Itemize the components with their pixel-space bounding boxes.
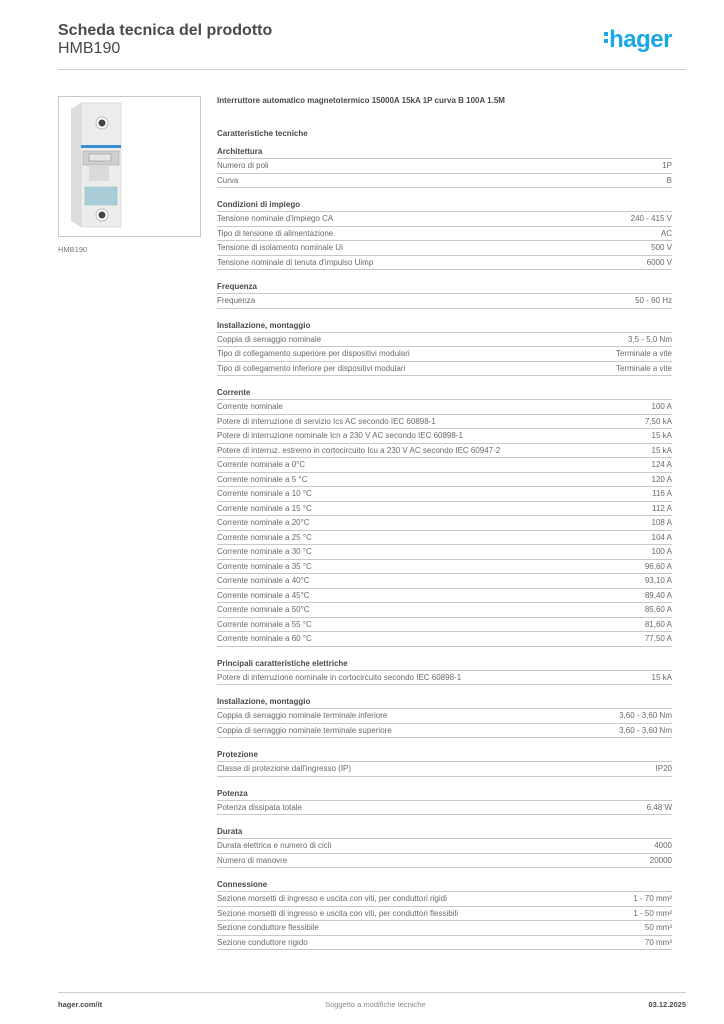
spec-label: Classe di protezione dall'ingresso (IP) bbox=[217, 764, 352, 773]
spec-value: 89,40 A bbox=[644, 590, 672, 600]
spec-content bbox=[217, 96, 672, 950]
spec-value: 15 kA bbox=[651, 445, 672, 455]
spec-value: 4000 bbox=[654, 841, 672, 850]
spec-row bbox=[217, 516, 672, 531]
spec-value: 120 A bbox=[651, 474, 672, 484]
image-caption: HMB190 bbox=[58, 245, 88, 254]
product-image bbox=[58, 96, 201, 237]
spec-row bbox=[217, 241, 672, 256]
spec-row bbox=[217, 333, 672, 348]
spec-row bbox=[217, 294, 672, 309]
spec-row bbox=[217, 907, 672, 922]
spec-row bbox=[217, 473, 672, 488]
spec-row bbox=[217, 174, 672, 189]
spec-row bbox=[217, 545, 672, 560]
spec-section bbox=[217, 146, 672, 188]
spec-row bbox=[217, 502, 672, 517]
spec-label: Corrente nominale a 30 °C bbox=[217, 547, 312, 556]
section-title: Potenza bbox=[217, 788, 672, 801]
spec-value: 70 mm² bbox=[644, 937, 672, 947]
spec-row bbox=[217, 415, 672, 430]
spec-row bbox=[217, 921, 672, 936]
spec-label: Corrente nominale a 20°C bbox=[217, 518, 310, 527]
spec-value: 104 A bbox=[651, 532, 672, 542]
spec-value: 3,60 - 3,60 Nm bbox=[619, 725, 672, 735]
spec-label: Coppia di serraggio nominale bbox=[217, 334, 322, 344]
section-title: Condizioni di impiego bbox=[217, 199, 672, 212]
spec-row bbox=[217, 671, 672, 686]
spec-row bbox=[217, 801, 672, 816]
spec-label: Corrente nominale a 15 °C bbox=[217, 503, 312, 513]
spec-label: Corrente nominale a 45°C bbox=[217, 590, 310, 600]
spec-value: 6000 V bbox=[646, 257, 672, 267]
footer-note: Soggetto a modifiche tecniche bbox=[325, 1000, 426, 1009]
spec-section bbox=[217, 387, 672, 647]
spec-value: 100 A bbox=[651, 402, 672, 411]
spec-label: Corrente nominale a 60 °C bbox=[217, 634, 312, 643]
spec-row bbox=[217, 574, 672, 589]
spec-value: 3,5 - 5,0 Nm bbox=[627, 334, 672, 344]
spec-label: Corrente nominale a 35 °C bbox=[217, 561, 312, 571]
spec-row bbox=[217, 487, 672, 502]
spec-section bbox=[217, 199, 672, 270]
spec-label: Sezione conduttore rigido bbox=[217, 937, 308, 947]
spec-row bbox=[217, 429, 672, 444]
spec-value: 50 mm² bbox=[644, 923, 672, 932]
spec-value: 124 A bbox=[651, 460, 672, 469]
spec-value: 81,60 A bbox=[644, 619, 672, 629]
spec-section bbox=[217, 281, 672, 309]
spec-value: 1 - 70 mm² bbox=[633, 894, 672, 903]
section-title: Installazione, montaggio bbox=[217, 320, 672, 333]
spec-value: Terminale a vite bbox=[615, 349, 672, 358]
spec-label: Sezione morsetti di ingresso e uscita con viti, per conduttori rigidi bbox=[217, 894, 447, 903]
spec-value: 50 - 60 Hz bbox=[635, 296, 672, 305]
spec-row bbox=[217, 347, 672, 362]
spec-section bbox=[217, 696, 672, 738]
spec-value: AC bbox=[660, 228, 672, 238]
footer-website: hager.com/it bbox=[58, 1000, 103, 1009]
spec-label: Numero di poli bbox=[217, 161, 269, 170]
spec-label: Corrente nominale a 5 °C bbox=[217, 474, 308, 484]
section-title: Corrente bbox=[217, 387, 672, 400]
spec-row bbox=[217, 444, 672, 459]
spec-value: IP20 bbox=[655, 764, 672, 773]
spec-label: Potere di interruz. estremo in cortocircuito Icu a 230 V AC secondo IEC 60947-2 bbox=[217, 445, 501, 455]
logo-text: hager bbox=[609, 26, 672, 53]
product-description: Interruttore automatico magnetotermico 15000A 15kA 1P curva B 100A 1.5M bbox=[217, 96, 505, 105]
spec-label: Sezione conduttore flessibile bbox=[217, 923, 319, 932]
spec-row bbox=[217, 936, 672, 951]
spec-label: Tipo di collegamento inferiore per dispositivi modulari bbox=[217, 363, 406, 373]
spec-sections bbox=[217, 146, 672, 950]
spec-row bbox=[217, 618, 672, 633]
product-code: HMB190 bbox=[58, 40, 121, 57]
spec-label: Potere di interruzione di servizio Ics AC secondo IEC 60898-1 bbox=[217, 416, 436, 426]
spec-row bbox=[217, 724, 672, 739]
hager-logo bbox=[604, 26, 672, 54]
spec-value: 100 A bbox=[651, 547, 672, 556]
spec-label: Corrente nominale a 50°C bbox=[217, 605, 310, 614]
spec-row bbox=[217, 560, 672, 575]
footer-date: 03.12.2025 bbox=[648, 1000, 686, 1009]
spec-label: Tensione nominale di tenuta d'impulso Uimp bbox=[217, 257, 374, 267]
spec-section bbox=[217, 658, 672, 686]
spec-value: 15 kA bbox=[651, 431, 672, 440]
spec-section bbox=[217, 879, 672, 950]
spec-label: Durata elettrica e numero di cicli bbox=[217, 841, 332, 850]
section-title: Durata bbox=[217, 826, 672, 839]
spec-value: 93,10 A bbox=[644, 576, 672, 585]
spec-label: Corrente nominale a 40°C bbox=[217, 576, 310, 585]
section-title: Installazione, montaggio bbox=[217, 696, 672, 709]
spec-value: 240 - 415 V bbox=[630, 214, 672, 223]
spec-value: 3,60 - 3,60 Nm bbox=[619, 711, 672, 720]
spec-row bbox=[217, 400, 672, 415]
spec-row bbox=[217, 709, 672, 724]
spec-value: B bbox=[666, 175, 672, 185]
spec-row bbox=[217, 212, 672, 227]
spec-value: 6,48 W bbox=[646, 802, 672, 812]
spec-row bbox=[217, 362, 672, 377]
spec-label: Potere di interruzione nominale Icn a 230 V AC secondo IEC 60898-1 bbox=[217, 431, 463, 440]
spec-value: 15 kA bbox=[651, 672, 672, 682]
section-title: Protezione bbox=[217, 749, 672, 762]
page-footer bbox=[58, 992, 686, 1009]
spec-label: Corrente nominale a 55 °C bbox=[217, 619, 312, 629]
spec-section bbox=[217, 826, 672, 868]
spec-value: 96,60 A bbox=[644, 561, 672, 571]
spec-label: Potere di interruzione nominale in cortocircuito secondo IEC 60898-1 bbox=[217, 672, 462, 682]
spec-label: Curva bbox=[217, 175, 239, 185]
spec-value: 116 A bbox=[652, 489, 672, 498]
spec-row bbox=[217, 892, 672, 907]
spec-label: Potenza dissipata totale bbox=[217, 802, 302, 812]
spec-row bbox=[217, 589, 672, 604]
spec-label: Tensione di isolamento nominale Ui bbox=[217, 243, 343, 252]
spec-value: Terminale a vite bbox=[615, 363, 672, 373]
spec-label: Corrente nominale a 0°C bbox=[217, 460, 306, 469]
spec-value: 7,50 kA bbox=[644, 416, 672, 426]
spec-row bbox=[217, 159, 672, 174]
page-header bbox=[58, 22, 686, 70]
spec-row bbox=[217, 762, 672, 777]
spec-row bbox=[217, 632, 672, 647]
spec-label: Coppia di serraggio nominale terminale superiore bbox=[217, 725, 392, 735]
page-title: Scheda tecnica del prodotto bbox=[58, 22, 273, 39]
characteristics-title: Caratteristiche tecniche bbox=[217, 129, 308, 138]
spec-row bbox=[217, 839, 672, 854]
spec-value: 500 V bbox=[651, 243, 672, 252]
logo-colon-icon bbox=[604, 29, 609, 46]
spec-label: Tensione nominale d'impiego CA bbox=[217, 214, 334, 223]
spec-label: Corrente nominale bbox=[217, 402, 283, 411]
spec-label: Tipo di collegamento superiore per dispositivi modulari bbox=[217, 349, 410, 358]
spec-row bbox=[217, 227, 672, 242]
section-title: Architettura bbox=[217, 146, 672, 159]
spec-value: 1P bbox=[662, 161, 672, 170]
spec-value: 77,50 A bbox=[644, 634, 672, 643]
spec-label: Sezione morsetti di ingresso e uscita con viti, per conduttori flessibili bbox=[217, 908, 458, 918]
spec-row bbox=[217, 854, 672, 869]
spec-label: Tipo di tensione di alimentazione bbox=[217, 228, 334, 238]
section-title: Connessione bbox=[217, 879, 672, 892]
spec-value: 108 A bbox=[651, 518, 672, 527]
spec-row bbox=[217, 256, 672, 271]
spec-label: Corrente nominale a 25 °C bbox=[217, 532, 312, 542]
spec-row bbox=[217, 458, 672, 473]
spec-value: 85,60 A bbox=[644, 605, 672, 614]
spec-label: Corrente nominale a 10 °C bbox=[217, 489, 312, 498]
spec-value: 20000 bbox=[649, 855, 672, 865]
circuit-breaker-icon bbox=[59, 97, 200, 236]
section-title: Frequenza bbox=[217, 281, 672, 294]
spec-label: Coppia di serraggio nominale terminale inferiore bbox=[217, 711, 388, 720]
spec-row bbox=[217, 531, 672, 546]
spec-section bbox=[217, 749, 672, 777]
spec-section bbox=[217, 320, 672, 377]
section-title: Principali caratteristiche elettriche bbox=[217, 658, 672, 671]
spec-value: 1 - 50 mm² bbox=[633, 908, 672, 918]
spec-value: 112 A bbox=[652, 503, 672, 513]
spec-section bbox=[217, 788, 672, 816]
spec-row bbox=[217, 603, 672, 618]
spec-label: Frequenza bbox=[217, 296, 256, 305]
spec-label: Numero di manovre bbox=[217, 855, 288, 865]
